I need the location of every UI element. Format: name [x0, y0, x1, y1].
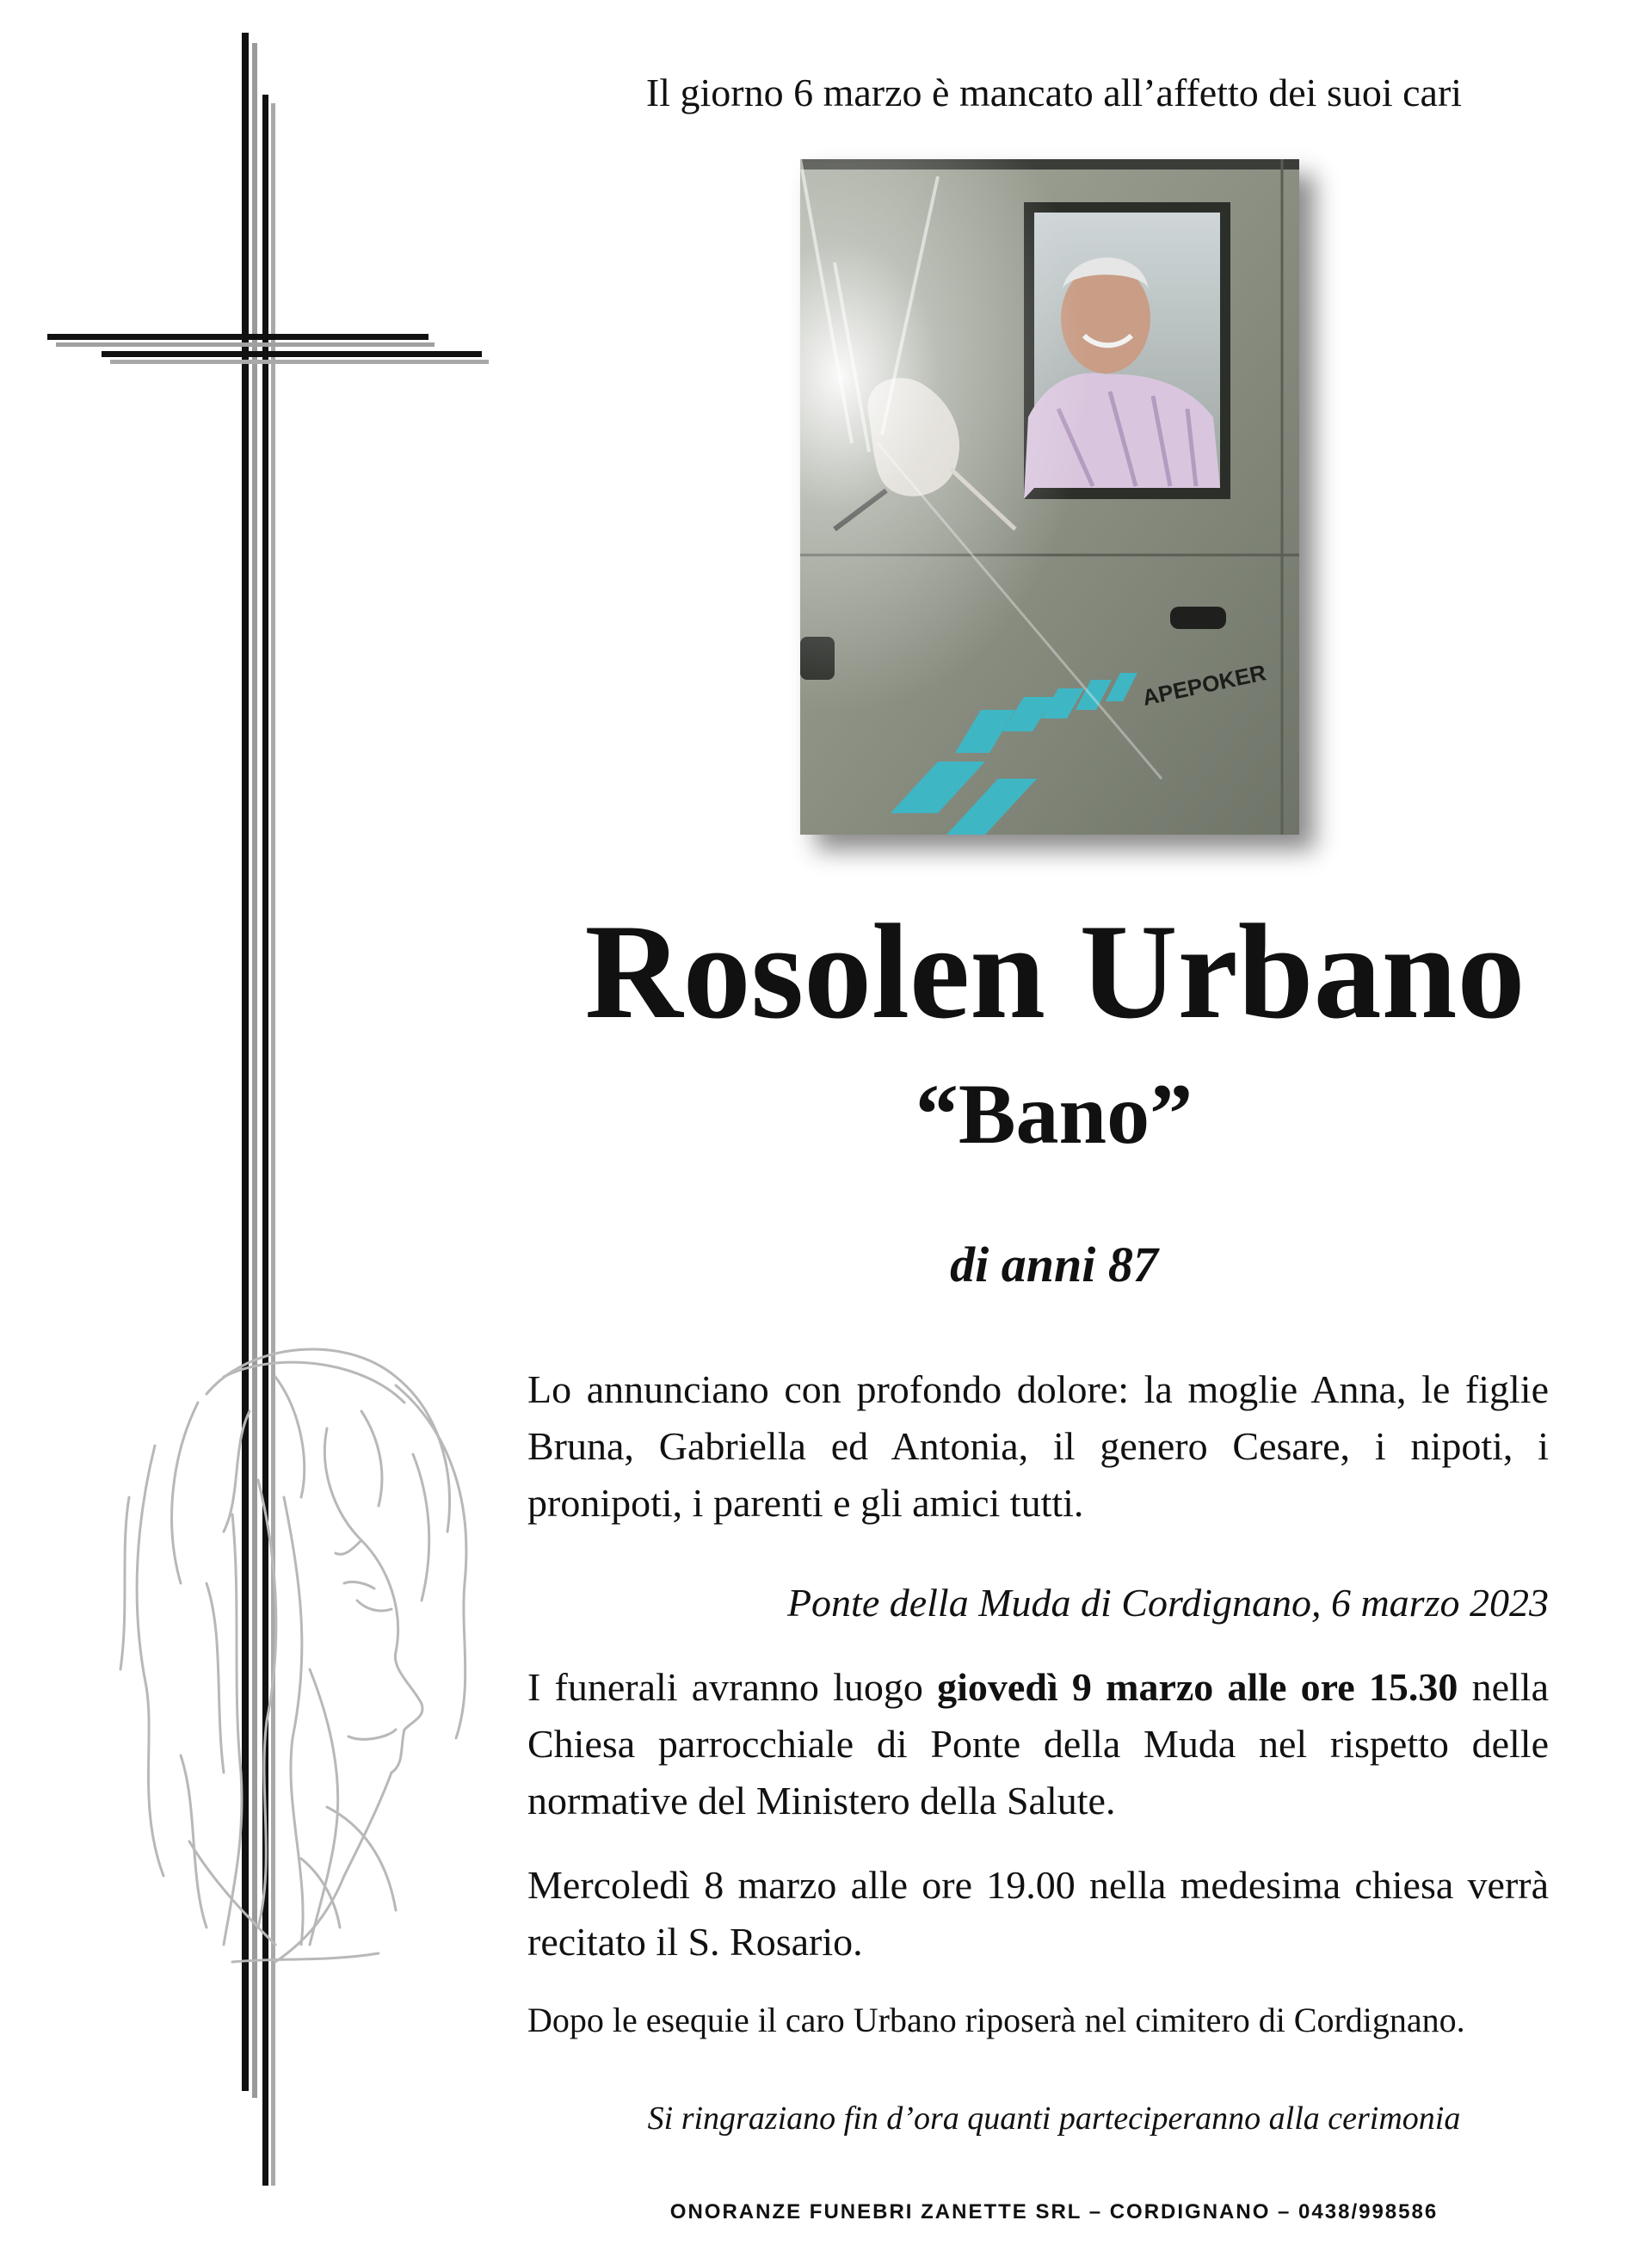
cross-horizontal-shadow [56, 342, 435, 347]
christ-sketch-icon [103, 1325, 482, 1979]
funeral-intro: I funerali avranno luogo [527, 1665, 923, 1709]
deceased-age: di anni 87 [950, 1237, 1158, 1292]
burial-paragraph: Dopo le esequie il caro Urbano riposerà nel cimitero di Cordignano. [527, 2001, 1465, 2039]
photo-image [800, 159, 1299, 835]
announcement-paragraph: Lo annunciano con profondo dolore: la moglie Anna, le figlie Bruna, Gabriella ed Antonia, il genero Cesare, i nipoti, i pronipoti, i parenti e gli amici tutti. [527, 1367, 1549, 1525]
deceased-nickname: “Bano” [915, 1066, 1193, 1162]
deceased-name: Rosolen Urbano [584, 897, 1526, 1047]
place-date: Ponte della Muda di Cordignano, 6 marzo 2023 [786, 1581, 1549, 1625]
funeral-paragraph [527, 1659, 1549, 1829]
funeral-home-footer: ONORANZE FUNEBRI ZANETTE SRL – CORDIGNANO – 0438/998586 [669, 2200, 1439, 2223]
thanks-line: Si ringraziano fin d’ora quanti parteciperanno alla cerimonia [647, 2100, 1461, 2137]
rosary-paragraph: Mercoledì 8 marzo alle ore 19.00 nella medesima chiesa verrà recitato il S. Rosario. [527, 1863, 1549, 1964]
cross-horizontal-beam-2 [102, 351, 482, 357]
deceased-photo [800, 159, 1299, 835]
cross-horizontal-beam [47, 334, 428, 340]
intro-line: Il giorno 6 marzo è mancato all’affetto dei suoi cari [645, 71, 1463, 114]
funeral-date-time: giovedì 9 marzo alle ore 15.30 [937, 1665, 1458, 1709]
cross-horizontal-shadow-2 [110, 360, 489, 364]
funeral-location: nella Chiesa parrocchiale di Ponte della Muda nel rispetto delle normative del Ministero della Salute. [527, 1665, 1550, 1823]
